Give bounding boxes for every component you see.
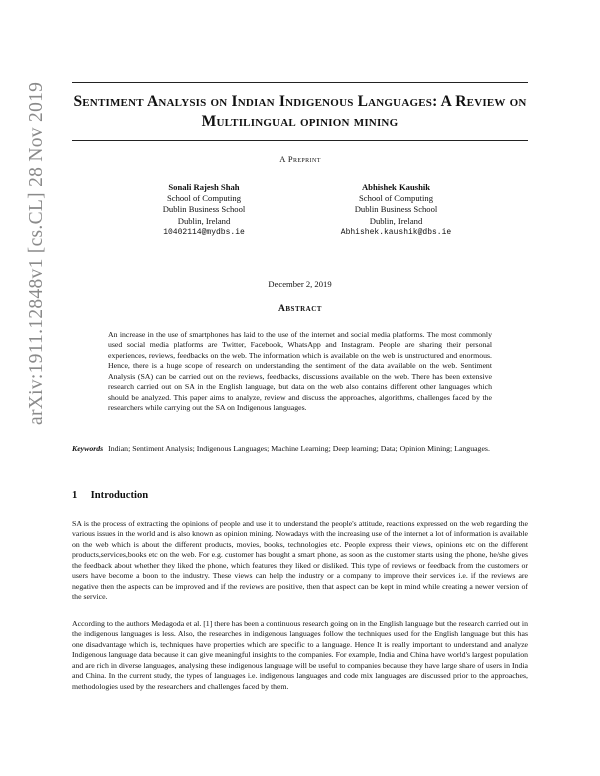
- title-bottom-rule: [72, 140, 528, 141]
- section-title: Introduction: [90, 490, 149, 501]
- author-block-1: [104, 182, 304, 238]
- author-department: School of Computing: [166, 193, 241, 204]
- author-city: Dublin, Ireland: [177, 215, 231, 226]
- abstract-text: An increase in the use of smartphones has laid to the use of the internet and social media platforms. The most commonly used social media platforms are Twitter, Facebook, WhatsApp and Instagram. People are sharing their personal experiences, reviews, feedbacks on the web. The information which is available on the web is unstructured and enormous. Hence, there is a huge scope of research on understanding the sentiment of the data available on the web. Sentiment Analysis (SA) can be carried out on the reviews, feedbacks, discussions available on the web. There has been extensive research carried out on SA in the English language, but data on the web also contains different other languages which should be analyzed. This paper aims to analyze, review and discuss the approaches, algorithms, challenges faced by the researchers while carrying out the SA on Indigenous languages.: [108, 330, 492, 413]
- author-name: Sonali Rajesh Shah: [168, 182, 240, 192]
- author-name: Abhishek Kaushik: [361, 182, 431, 192]
- paper-date: December 2, 2019: [268, 279, 332, 289]
- author-city: Dublin, Ireland: [369, 215, 423, 226]
- title-top-rule: [72, 82, 528, 83]
- keywords-label: Keywords: [72, 444, 104, 453]
- author-organization: Dublin Business School: [354, 204, 438, 215]
- author-block-2: [296, 182, 496, 238]
- intro-paragraph-2: According to the authors Medagoda et al. [1] there has been a continuous research going on in the English language but the research carried out in the indigenous languages is less. Also, the researches in indigenous languages follow the techniques used for the English language but this has one disadvantage which is, techniques have properties which are specific to a language. Hence It is really important to understand and analyze Indigenous language data because it can give meaningful insights to the companies. For example, India and China have world's largest population and are rich in diverse languages, analysing these indigenous language will be useful to companies because they have large share of users in India and China. In the current study, the types of languages i.e. indigenous languages and code mix languages are discussed prior to the approaches, methodologies used by the researchers and challenges faced by them.: [72, 619, 528, 691]
- paper-title: Sentiment Analysis on Indian Indigenous Languages: A Review on Multilingual opinion mining: [73, 93, 527, 130]
- abstract-heading: Abstract: [278, 304, 322, 314]
- author-department: School of Computing: [358, 193, 433, 204]
- keywords-text: Indian; Sentiment Analysis; Indigenous Languages; Machine Learning; Deep learning; Data; Opinion Mining; Languages.: [108, 444, 490, 453]
- arxiv-side-stamp: arXiv:1911.12848v1 [cs.CL] 28 Nov 2019: [26, 81, 47, 425]
- author-organization: Dublin Business School: [162, 204, 246, 215]
- author-email[interactable]: Abhishek.kaushik@dbs.ie: [340, 227, 452, 237]
- section-heading: [72, 490, 148, 501]
- keywords-line: [72, 444, 528, 454]
- author-email[interactable]: 10402114@mydbs.ie: [163, 227, 245, 237]
- section-number: 1: [72, 490, 78, 501]
- intro-paragraph-1: SA is the process of extracting the opinions of people and use it to understand the people's attitude, reactions expressed on the web regarding the various issues in the world and is also known as opinion mining. Nowadays with the increasing use of the internet a lot of information is available on the web which is about the different products, movies, books, technologies etc. People express their views, opinions etc on the different products,services,books etc on the web. For e.g. customer has bought a smart phone, as soon as the customer starts using the phone, he/she gives the feedback about whether they liked the phone, which features they liked or disliked. This type of reviews or feedback from the customers or users have become a boon to the industry. These views can help the industry or a company to improve their services i.e. if the reviews are negative then the aspects can be improved and if the reviews are positive, then that aspect can be kept in mind while creating a newer version of the service.: [72, 519, 528, 602]
- preprint-label: A Preprint: [279, 154, 321, 164]
